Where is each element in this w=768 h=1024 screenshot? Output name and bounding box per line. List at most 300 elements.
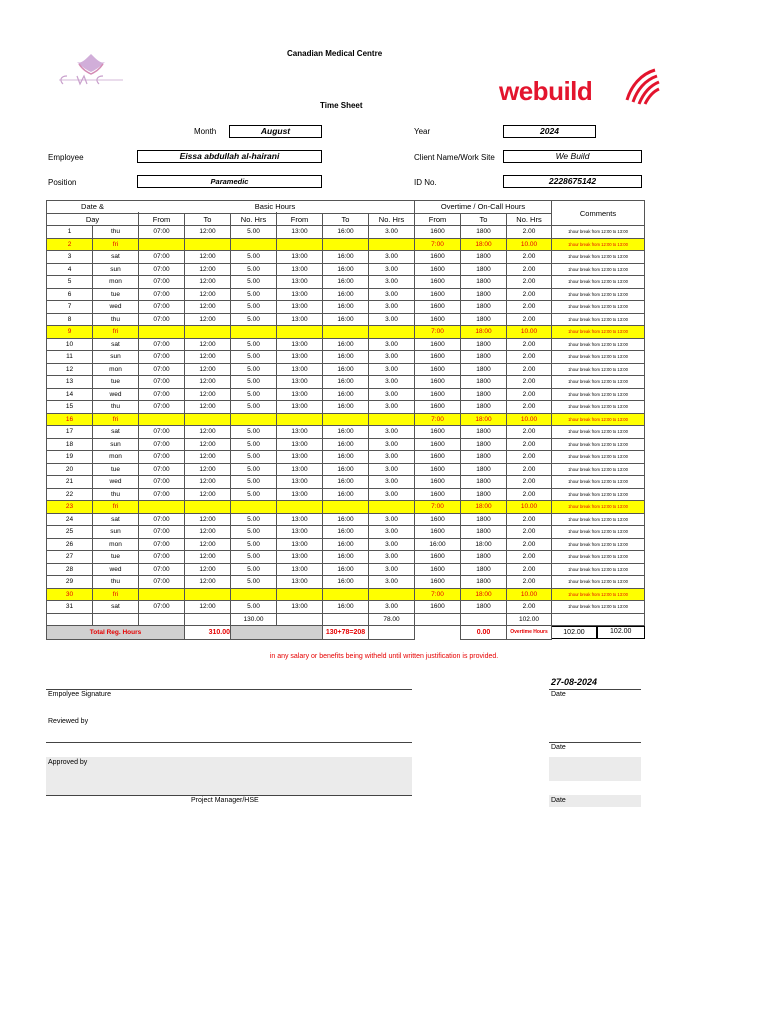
overtime-to: 1800	[461, 551, 507, 564]
table-row	[47, 363, 645, 376]
weekday: sat	[93, 426, 139, 439]
basic-pm-hours: 3.00	[369, 576, 415, 589]
overtime-hours: 10.00	[507, 326, 552, 339]
weekday: thu	[93, 488, 139, 501]
basic-pm-from: 13:00	[277, 488, 323, 501]
table-row	[47, 401, 645, 414]
table-row	[47, 438, 645, 451]
employee-signature-label: Empolyee Signature	[48, 691, 112, 698]
basic-am-to: 12:00	[185, 438, 231, 451]
weekday: thu	[93, 226, 139, 239]
overtime-from: 7:00	[415, 413, 461, 426]
basic-pm-to: 16:00	[323, 313, 369, 326]
basic-pm-to: 16:00	[323, 363, 369, 376]
date-line-1	[549, 689, 641, 690]
basic-am-to: 12:00	[185, 301, 231, 314]
basic-am-from: 07:00	[139, 388, 185, 401]
table-row	[47, 451, 645, 464]
weekday: fri	[93, 501, 139, 514]
basic-am-hours: 5.00	[231, 451, 277, 464]
basic-am-hours: 5.00	[231, 338, 277, 351]
weekday: tue	[93, 376, 139, 389]
basic-am-to	[185, 326, 231, 339]
weekday: sat	[93, 513, 139, 526]
overtime-to: 18:00	[461, 538, 507, 551]
basic-am-from: 07:00	[139, 563, 185, 576]
basic-am-from: 07:00	[139, 488, 185, 501]
comment: 1hour break from 12:00 to 13:00	[552, 401, 645, 414]
overtime-from: 1600	[415, 576, 461, 589]
basic-am-from: 07:00	[139, 438, 185, 451]
basic-pm-to	[323, 588, 369, 601]
basic-pm-from: 13:00	[277, 301, 323, 314]
basic-pm-from	[277, 413, 323, 426]
basic-pm-to	[323, 413, 369, 426]
date-label-3: Date	[551, 797, 566, 804]
overtime-from: 7:00	[415, 326, 461, 339]
year-label: Year	[414, 127, 431, 136]
approved-area	[46, 757, 412, 795]
overtime-hours: 2.00	[507, 251, 552, 264]
table-row	[47, 476, 645, 489]
basic-pm-from: 13:00	[277, 513, 323, 526]
basic-am-hours	[231, 326, 277, 339]
basic-pm-to: 16:00	[323, 226, 369, 239]
overtime-to: 1800	[461, 388, 507, 401]
id-field[interactable]: 2228675142	[503, 175, 642, 188]
day-number: 19	[47, 451, 93, 464]
day-number: 11	[47, 351, 93, 364]
basic-pm-hours: 3.00	[369, 538, 415, 551]
overtime-hours: 2.00	[507, 388, 552, 401]
basic-pm-from: 13:00	[277, 288, 323, 301]
overtime-from: 1600	[415, 488, 461, 501]
overtime-hours: 10.00	[507, 238, 552, 251]
basic-am-to: 12:00	[185, 426, 231, 439]
basic-pm-from: 13:00	[277, 276, 323, 289]
table-row	[47, 413, 645, 426]
basic-pm-to: 16:00	[323, 438, 369, 451]
basic-am-from: 07:00	[139, 426, 185, 439]
overtime-to: 1800	[461, 401, 507, 414]
webuild-logo	[497, 66, 662, 106]
table-row	[47, 238, 645, 251]
overtime-from: 1600	[415, 451, 461, 464]
basic-am-from: 07:00	[139, 513, 185, 526]
basic-pm-hours: 3.00	[369, 388, 415, 401]
overtime-hours: 2.00	[507, 363, 552, 376]
comment: 1hour break from 12:00 to 13:00	[552, 313, 645, 326]
overtime-hours: 2.00	[507, 226, 552, 239]
overtime-from: 7:00	[415, 588, 461, 601]
total-reg-value: 310.00	[185, 626, 231, 640]
overtime-from: 1600	[415, 251, 461, 264]
overtime-to: 1800	[461, 488, 507, 501]
basic-pm-from: 13:00	[277, 526, 323, 539]
subtotal-basic-am: 130.00	[231, 613, 277, 626]
overtime-hours: 2.00	[507, 551, 552, 564]
weekday: sat	[93, 338, 139, 351]
overtime-to: 1800	[461, 438, 507, 451]
weekday: sat	[93, 251, 139, 264]
day-number: 27	[47, 551, 93, 564]
overtime-hours-label: Overtime Hours	[507, 626, 552, 640]
table-row	[47, 351, 645, 364]
basic-pm-from: 13:00	[277, 363, 323, 376]
table-row	[47, 488, 645, 501]
overtime-from: 7:00	[415, 238, 461, 251]
weekday: mon	[93, 538, 139, 551]
total-reg-label: Total Reg. Hours	[47, 626, 185, 640]
basic-am-to: 12:00	[185, 226, 231, 239]
overtime-hours: 2.00	[507, 451, 552, 464]
header-date: Date &	[47, 201, 139, 214]
basic-pm-hours	[369, 326, 415, 339]
overtime-to: 1800	[461, 526, 507, 539]
year-field[interactable]: 2024	[503, 125, 596, 138]
overtime-to: 1800	[461, 351, 507, 364]
position-label: Position	[48, 178, 77, 187]
overtime-hours: 10.00	[507, 588, 552, 601]
basic-am-hours: 5.00	[231, 438, 277, 451]
employee-field[interactable]: Eissa abdullah al-hairani	[137, 150, 322, 163]
overtime-hours: 2.00	[507, 476, 552, 489]
date-label-1: Date	[551, 691, 566, 698]
basic-am-hours: 5.00	[231, 538, 277, 551]
weekday: sun	[93, 526, 139, 539]
day-number: 2	[47, 238, 93, 251]
overtime-from: 1600	[415, 401, 461, 414]
basic-pm-hours: 3.00	[369, 363, 415, 376]
table-row	[47, 313, 645, 326]
header-from: From	[139, 213, 185, 226]
table-row	[47, 601, 645, 614]
overtime-to: 1800	[461, 251, 507, 264]
basic-am-to: 12:00	[185, 551, 231, 564]
comment: 1hour break from 12:00 to 13:00	[552, 288, 645, 301]
basic-am-to: 12:00	[185, 476, 231, 489]
table-row	[47, 288, 645, 301]
basic-am-to: 12:00	[185, 338, 231, 351]
weekday: fri	[93, 326, 139, 339]
basic-am-hours: 5.00	[231, 288, 277, 301]
basic-pm-to: 16:00	[323, 488, 369, 501]
header-basic-hours: Basic Hours	[138, 201, 412, 212]
day-number: 25	[47, 526, 93, 539]
overtime-from: 1600	[415, 226, 461, 239]
basic-pm-hours: 3.00	[369, 526, 415, 539]
comment: 1hour break from 12:00 to 13:00	[552, 588, 645, 601]
basic-am-to: 12:00	[185, 288, 231, 301]
overtime-from: 1600	[415, 276, 461, 289]
basic-pm-to: 16:00	[323, 538, 369, 551]
basic-am-to: 12:00	[185, 463, 231, 476]
basic-pm-hours	[369, 588, 415, 601]
overtime-hours: 2.00	[507, 463, 552, 476]
table-row	[47, 463, 645, 476]
basic-am-to: 12:00	[185, 601, 231, 614]
overtime-hours: 2.00	[507, 401, 552, 414]
basic-pm-hours: 3.00	[369, 551, 415, 564]
overtime-from: 1600	[415, 601, 461, 614]
overtime-to: 1800	[461, 451, 507, 464]
overtime-to: 1800	[461, 563, 507, 576]
header-comments: Comments	[552, 201, 645, 226]
project-manager-label: Project Manager/HSE	[191, 797, 259, 804]
basic-am-hours: 5.00	[231, 526, 277, 539]
basic-am-from	[139, 326, 185, 339]
overtime-hours: 2.00	[507, 351, 552, 364]
basic-pm-hours: 3.00	[369, 488, 415, 501]
basic-pm-hours: 3.00	[369, 401, 415, 414]
comment: 1hour break from 12:00 to 13:00	[552, 413, 645, 426]
basic-pm-to: 16:00	[323, 513, 369, 526]
weekday: tue	[93, 463, 139, 476]
overtime-hours: 2.00	[507, 426, 552, 439]
basic-am-hours: 5.00	[231, 376, 277, 389]
comment: 1hour break from 12:00 to 13:00	[552, 351, 645, 364]
overtime-to: 18:00	[461, 238, 507, 251]
overtime-hours: 2.00	[507, 288, 552, 301]
day-number: 31	[47, 601, 93, 614]
overtime-from: 1600	[415, 513, 461, 526]
basic-pm-to: 16:00	[323, 426, 369, 439]
reviewed-by-label: Reviewed by	[48, 718, 89, 725]
basic-am-from: 07:00	[139, 251, 185, 264]
employee-label: Employee	[48, 153, 84, 162]
overtime-hours-value: 102.00	[552, 626, 597, 639]
basic-pm-to: 16:00	[323, 276, 369, 289]
basic-am-from: 07:00	[139, 226, 185, 239]
basic-am-to: 12:00	[185, 263, 231, 276]
cmc-logo-icon	[55, 50, 127, 90]
comment: 1hour break from 12:00 to 13:00	[552, 326, 645, 339]
header-to: To	[461, 213, 507, 226]
overtime-from: 1600	[415, 526, 461, 539]
overtime-to: 1800	[461, 426, 507, 439]
approved-line	[46, 795, 412, 796]
basic-am-to: 12:00	[185, 488, 231, 501]
overtime-hours: 2.00	[507, 376, 552, 389]
overtime-to: 1800	[461, 463, 507, 476]
basic-am-from	[139, 413, 185, 426]
basic-am-from: 07:00	[139, 301, 185, 314]
overtime-hours: 2.00	[507, 601, 552, 614]
comment: 1hour break from 12:00 to 13:00	[552, 476, 645, 489]
basic-pm-to: 16:00	[323, 563, 369, 576]
day-number: 15	[47, 401, 93, 414]
basic-pm-hours: 3.00	[369, 563, 415, 576]
day-number: 20	[47, 463, 93, 476]
basic-am-hours: 5.00	[231, 401, 277, 414]
basic-am-hours: 5.00	[231, 463, 277, 476]
header-nohrs: No. Hrs	[369, 213, 415, 226]
weekday: sat	[93, 601, 139, 614]
overtime-from: 1600	[415, 476, 461, 489]
table-row	[47, 538, 645, 551]
basic-pm-from: 13:00	[277, 388, 323, 401]
overtime-to: 1800	[461, 226, 507, 239]
comment: 1hour break from 12:00 to 13:00	[552, 238, 645, 251]
notice-text: in any salary or benefits being witheld until written justification is provided.	[269, 653, 499, 660]
day-number: 21	[47, 476, 93, 489]
basic-am-to: 12:00	[185, 576, 231, 589]
overtime-to: 1800	[461, 376, 507, 389]
overtime-from: 1600	[415, 288, 461, 301]
overtime-to: 1800	[461, 288, 507, 301]
basic-pm-from: 13:00	[277, 576, 323, 589]
overtime-to: 1800	[461, 363, 507, 376]
basic-am-hours: 5.00	[231, 426, 277, 439]
overtime-hours: 2.00	[507, 301, 552, 314]
timesheet-table	[46, 200, 645, 640]
basic-am-from: 07:00	[139, 276, 185, 289]
basic-pm-to: 16:00	[323, 263, 369, 276]
basic-pm-to: 16:00	[323, 301, 369, 314]
webuild-swirl-icon	[621, 66, 661, 106]
table-row	[47, 226, 645, 239]
basic-pm-from: 13:00	[277, 351, 323, 364]
basic-am-hours	[231, 588, 277, 601]
basic-am-from	[139, 588, 185, 601]
day-number: 8	[47, 313, 93, 326]
basic-am-from: 07:00	[139, 601, 185, 614]
basic-pm-from: 13:00	[277, 426, 323, 439]
month-field[interactable]: August	[229, 125, 322, 138]
basic-am-to: 12:00	[185, 376, 231, 389]
table-row	[47, 326, 645, 339]
basic-pm-from: 13:00	[277, 263, 323, 276]
basic-am-to: 12:00	[185, 526, 231, 539]
table-row	[47, 276, 645, 289]
basic-pm-to	[323, 326, 369, 339]
overtime-from: 1600	[415, 313, 461, 326]
basic-pm-to: 16:00	[323, 351, 369, 364]
client-field[interactable]: We Build	[503, 150, 642, 163]
basic-pm-from: 13:00	[277, 251, 323, 264]
day-number: 22	[47, 488, 93, 501]
day-number: 6	[47, 288, 93, 301]
basic-pm-hours: 3.00	[369, 288, 415, 301]
basic-am-hours: 5.00	[231, 363, 277, 376]
overtime-from: 1600	[415, 463, 461, 476]
comment: 1hour break from 12:00 to 13:00	[552, 563, 645, 576]
overtime-from: 16:00	[415, 538, 461, 551]
table-row	[47, 563, 645, 576]
basic-pm-from: 13:00	[277, 538, 323, 551]
basic-am-hours: 5.00	[231, 513, 277, 526]
basic-pm-from: 13:00	[277, 563, 323, 576]
date-line-2	[549, 742, 641, 743]
basic-pm-from: 13:00	[277, 313, 323, 326]
basic-pm-to: 16:00	[323, 288, 369, 301]
table-row	[47, 338, 645, 351]
overtime-to: 1800	[461, 601, 507, 614]
basic-pm-from: 13:00	[277, 476, 323, 489]
overtime-to: 1800	[461, 338, 507, 351]
overtime-from: 1600	[415, 338, 461, 351]
signature-date-value: 27-08-2024	[551, 677, 598, 687]
subtotal-row	[47, 613, 645, 626]
basic-am-hours: 5.00	[231, 226, 277, 239]
table-row	[47, 588, 645, 601]
overtime-from: 1600	[415, 551, 461, 564]
basic-am-to: 12:00	[185, 538, 231, 551]
basic-am-from: 07:00	[139, 401, 185, 414]
comment: 1hour break from 12:00 to 13:00	[552, 438, 645, 451]
basic-pm-to	[323, 501, 369, 514]
basic-pm-hours	[369, 413, 415, 426]
table-row	[47, 388, 645, 401]
basic-am-from: 07:00	[139, 463, 185, 476]
overtime-to: 1800	[461, 263, 507, 276]
basic-pm-from: 13:00	[277, 601, 323, 614]
day-number: 10	[47, 338, 93, 351]
basic-pm-from	[277, 588, 323, 601]
day-number: 16	[47, 413, 93, 426]
subtotal-overtime: 102.00	[507, 613, 552, 626]
table-row	[47, 301, 645, 314]
comment: 1hour break from 12:00 to 13:00	[552, 526, 645, 539]
comment: 1hour break from 12:00 to 13:00	[552, 451, 645, 464]
table-row	[47, 551, 645, 564]
doc-title: Time Sheet	[320, 101, 363, 110]
basic-am-to: 12:00	[185, 351, 231, 364]
table-row	[47, 513, 645, 526]
basic-am-to: 12:00	[185, 276, 231, 289]
basic-am-hours	[231, 501, 277, 514]
basic-am-from: 07:00	[139, 288, 185, 301]
header-nohrs: No. Hrs	[507, 213, 552, 226]
position-field[interactable]: Paramedic	[137, 175, 322, 188]
basic-am-hours	[231, 413, 277, 426]
weekday: wed	[93, 563, 139, 576]
overtime-hours: 2.00	[507, 338, 552, 351]
table-row	[47, 376, 645, 389]
basic-am-from: 07:00	[139, 526, 185, 539]
basic-am-hours: 5.00	[231, 301, 277, 314]
overtime-from: 1600	[415, 563, 461, 576]
comment: 1hour break from 12:00 to 13:00	[552, 338, 645, 351]
basic-am-to	[185, 413, 231, 426]
basic-pm-from: 13:00	[277, 401, 323, 414]
table-row	[47, 251, 645, 264]
basic-am-from	[139, 501, 185, 514]
day-number: 3	[47, 251, 93, 264]
overtime-hours: 2.00	[507, 263, 552, 276]
basic-am-to: 12:00	[185, 563, 231, 576]
weekday: thu	[93, 576, 139, 589]
basic-am-hours: 5.00	[231, 251, 277, 264]
overtime-hours: 2.00	[507, 276, 552, 289]
overtime-from: 1600	[415, 351, 461, 364]
basic-pm-to: 16:00	[323, 476, 369, 489]
basic-pm-to: 16:00	[323, 251, 369, 264]
overtime-from: 1600	[415, 376, 461, 389]
day-number: 7	[47, 301, 93, 314]
basic-am-to: 12:00	[185, 313, 231, 326]
basic-pm-hours: 3.00	[369, 226, 415, 239]
basic-pm-to: 16:00	[323, 601, 369, 614]
weekday: mon	[93, 276, 139, 289]
basic-am-from: 07:00	[139, 351, 185, 364]
basic-pm-from: 13:00	[277, 438, 323, 451]
overtime-to: 1800	[461, 576, 507, 589]
subtotal-basic-pm: 78.00	[369, 613, 415, 626]
weekday: tue	[93, 551, 139, 564]
basic-am-from: 07:00	[139, 363, 185, 376]
comment: 1hour break from 12:00 to 13:00	[552, 301, 645, 314]
